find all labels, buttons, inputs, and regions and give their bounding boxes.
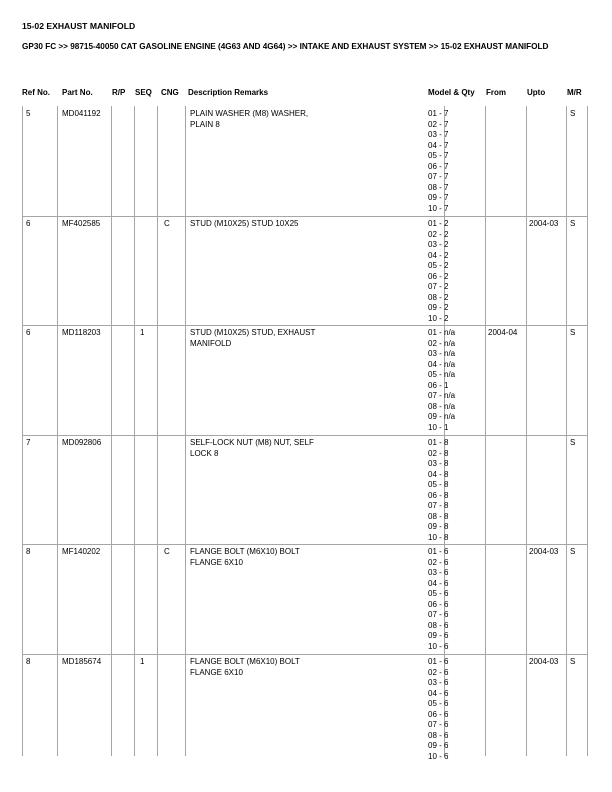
- col-header-rp: R/P: [112, 88, 126, 97]
- description-cell: PLAIN WASHER (M8) WASHER,: [190, 109, 309, 118]
- model-qty-line: 04 - n/a: [428, 359, 456, 369]
- row-divider: [22, 216, 588, 217]
- model-qty-line: 02 - 8: [428, 448, 449, 458]
- part-no-cell: MD185674: [62, 657, 102, 666]
- model-qty-line: 03 - 7: [428, 130, 449, 139]
- model-qty-line: 06 - 8: [428, 490, 449, 500]
- col-header-mr: M/R: [567, 88, 582, 97]
- parts-table: [22, 106, 588, 761]
- model-qty-line: 06 - 2: [428, 271, 449, 281]
- description-cell: PLAIN 8: [190, 119, 220, 129]
- model-qty-line: 05 - 2: [428, 261, 449, 270]
- model-qty-line: 02 - 7: [428, 119, 449, 129]
- mr-cell: S: [570, 328, 576, 337]
- model-qty-line: 08 - 8: [428, 511, 449, 521]
- model-qty-cell: [428, 109, 448, 214]
- model-qty-line: 04 - 6: [428, 688, 449, 698]
- model-qty-line: 10 - 1: [428, 422, 449, 432]
- model-qty-line: 07 - 6: [428, 610, 449, 619]
- column-divider: [22, 106, 23, 756]
- model-qty-cell: [428, 219, 448, 324]
- col-header-part: Part No.: [62, 88, 93, 97]
- model-qty-line: 08 - 6: [428, 730, 449, 740]
- upto-cell: 2004-03: [529, 219, 559, 228]
- row-divider: [22, 325, 588, 326]
- upto-cell: 2004-03: [529, 657, 559, 666]
- row-divider: [22, 435, 588, 436]
- ref-no-cell: 8: [26, 547, 31, 556]
- model-qty-line: 06 - 1: [428, 380, 449, 390]
- model-qty-line: 08 - 6: [428, 620, 449, 630]
- model-qty-line: 10 - 6: [428, 751, 449, 761]
- upto-cell: 2004-03: [529, 547, 559, 556]
- model-qty-line: 03 - 6: [428, 678, 449, 687]
- mr-cell: S: [570, 657, 576, 666]
- model-qty-line: 03 - n/a: [428, 349, 456, 358]
- model-qty-line: 05 - 6: [428, 589, 449, 598]
- description-cell: FLANGE 6X10: [190, 667, 243, 677]
- model-qty-line: 01 - 8: [428, 438, 449, 447]
- col-header-cng: CNG: [161, 88, 179, 97]
- part-no-cell: MD092806: [62, 438, 102, 447]
- ref-no-cell: 6: [26, 328, 31, 337]
- description-cell: STUD (M10X25) STUD, EXHAUST: [190, 328, 316, 337]
- model-qty-line: 08 - 2: [428, 292, 449, 302]
- model-qty-line: 01 - 6: [428, 547, 449, 556]
- model-qty-line: 04 - 7: [428, 140, 449, 150]
- col-header-seq: SEQ: [135, 88, 152, 97]
- model-qty-line: 07 - 7: [428, 172, 449, 181]
- column-divider: [185, 106, 186, 756]
- part-no-cell: MF402585: [62, 219, 101, 228]
- part-no-cell: MF140202: [62, 547, 101, 556]
- description-cell: FLANGE BOLT (M6X10) BOLT: [190, 657, 300, 666]
- part-no-cell: MD041192: [62, 109, 101, 118]
- page-title: 15-02 EXHAUST MANIFOLD: [22, 21, 136, 31]
- ref-no-cell: 6: [26, 219, 31, 228]
- mr-cell: S: [570, 219, 576, 228]
- model-qty-line: 03 - 6: [428, 568, 449, 577]
- description-cell: LOCK 8: [190, 448, 219, 458]
- cng-cell: C: [164, 219, 170, 228]
- model-qty-line: 02 - n/a: [428, 338, 456, 348]
- model-qty-line: 08 - 7: [428, 182, 449, 192]
- ref-no-cell: 5: [26, 109, 31, 118]
- model-qty-line: 03 - 2: [428, 240, 449, 249]
- model-qty-line: 10 - 8: [428, 532, 449, 542]
- model-qty-line: 09 - 6: [428, 631, 449, 640]
- model-qty-line: 05 - n/a: [428, 370, 456, 379]
- mr-cell: S: [570, 547, 576, 556]
- mr-cell: S: [570, 109, 576, 118]
- model-qty-line: 10 - 7: [428, 203, 449, 213]
- model-qty-line: 04 - 6: [428, 578, 449, 588]
- column-divider: [587, 106, 588, 756]
- col-header-from: From: [486, 88, 506, 97]
- seq-cell: 1: [140, 657, 145, 666]
- column-divider: [566, 106, 567, 756]
- model-qty-line: 09 - n/a: [428, 412, 456, 421]
- description-cell: FLANGE BOLT (M6X10) BOLT: [190, 547, 300, 556]
- model-qty-line: 09 - 7: [428, 193, 449, 202]
- model-qty-line: 07 - 8: [428, 501, 449, 510]
- column-divider: [111, 106, 112, 756]
- model-qty-line: 07 - 2: [428, 282, 449, 291]
- from-cell: 2004-04: [488, 328, 518, 337]
- column-divider: [526, 106, 527, 756]
- model-qty-line: 02 - 2: [428, 229, 449, 239]
- model-qty-line: 10 - 6: [428, 641, 449, 651]
- ref-no-cell: 7: [26, 438, 31, 447]
- description-cell: SELF-LOCK NUT (M8) NUT, SELF: [190, 438, 314, 447]
- model-qty-line: 01 - 2: [428, 219, 449, 228]
- model-qty-line: 01 - 7: [428, 109, 449, 118]
- model-qty-cell: [428, 547, 448, 652]
- breadcrumb: GP30 FC >> 98715-40050 CAT GASOLINE ENGINE (4G63 AND 4G64) >> INTAKE AND EXHAUST SYSTEM >> 15-02 EXHAUST MANIFOLD: [22, 42, 549, 51]
- part-no-cell: MD118203: [62, 328, 101, 337]
- row-divider: [22, 544, 588, 545]
- col-header-upto: Upto: [527, 88, 546, 97]
- description-cell: FLANGE 6X10: [190, 557, 243, 567]
- description-cell: MANIFOLD: [190, 338, 232, 348]
- model-qty-line: 04 - 8: [428, 469, 449, 479]
- model-qty-line: 05 - 7: [428, 151, 449, 160]
- col-header-model: Model & Qty: [428, 88, 475, 97]
- model-qty-line: 02 - 6: [428, 557, 449, 567]
- col-header-ref: Ref No.: [22, 88, 50, 97]
- model-qty-line: 05 - 8: [428, 480, 449, 489]
- col-header-desc: Description Remarks: [188, 88, 269, 97]
- model-qty-line: 03 - 8: [428, 459, 449, 468]
- model-qty-line: 06 - 7: [428, 161, 449, 171]
- model-qty-line: 01 - n/a: [428, 328, 456, 337]
- model-qty-line: 06 - 6: [428, 599, 449, 609]
- mr-cell: S: [570, 438, 576, 447]
- model-qty-cell: [428, 328, 455, 433]
- column-divider: [134, 106, 135, 756]
- row-divider: [22, 654, 588, 655]
- model-qty-cell: [428, 657, 448, 762]
- model-qty-line: 07 - 6: [428, 720, 449, 729]
- column-divider: [485, 106, 486, 756]
- description-cell: STUD (M10X25) STUD 10X25: [190, 219, 299, 228]
- ref-no-cell: 8: [26, 657, 31, 666]
- model-qty-line: 09 - 6: [428, 741, 449, 750]
- model-qty-line: 07 - n/a: [428, 391, 456, 400]
- seq-cell: 1: [140, 328, 145, 337]
- model-qty-line: 09 - 2: [428, 303, 449, 312]
- column-divider: [157, 106, 158, 756]
- model-qty-line: 08 - n/a: [428, 401, 456, 411]
- model-qty-line: 09 - 8: [428, 522, 449, 531]
- model-qty-line: 10 - 2: [428, 313, 449, 323]
- column-divider: [57, 106, 58, 756]
- model-qty-line: 02 - 6: [428, 667, 449, 677]
- model-qty-line: 06 - 6: [428, 709, 449, 719]
- model-qty-line: 04 - 2: [428, 250, 449, 260]
- model-qty-cell: [428, 438, 448, 543]
- cng-cell: C: [164, 547, 170, 556]
- model-qty-line: 01 - 6: [428, 657, 449, 666]
- model-qty-line: 05 - 6: [428, 699, 449, 708]
